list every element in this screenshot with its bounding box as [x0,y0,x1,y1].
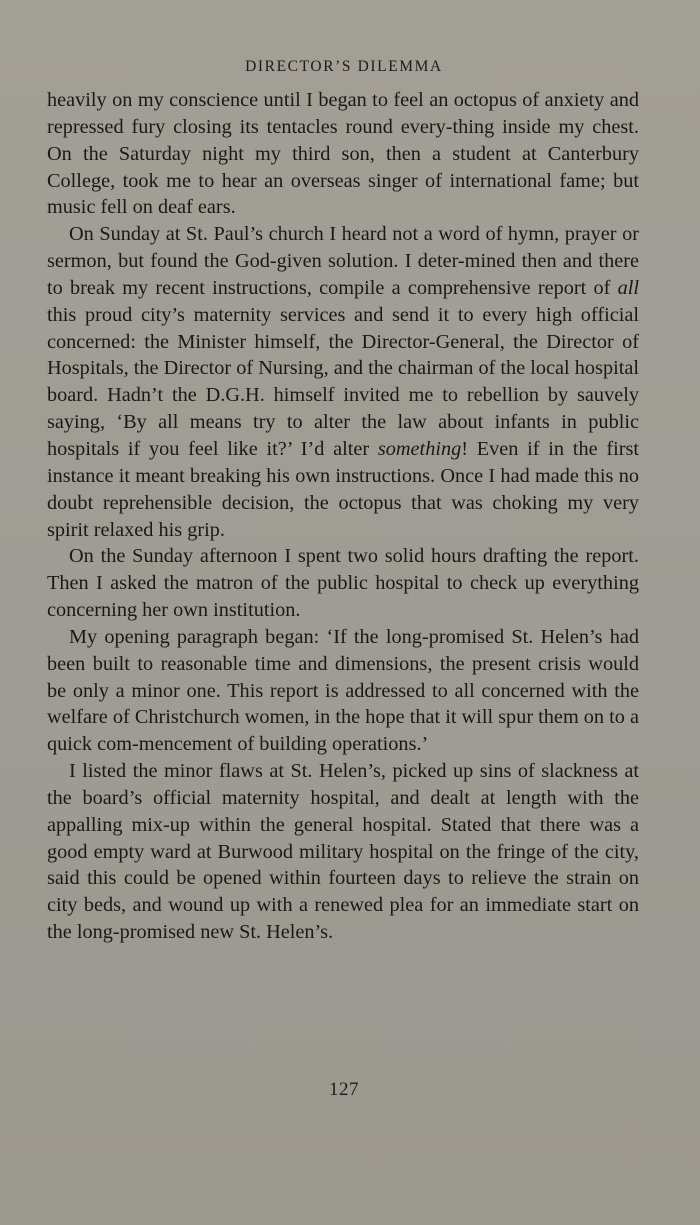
emphasis-something: something [377,437,462,460]
text-run: I listed the minor flaws at St. Helen’s, picked up sins of slackness at the board’s official maternity hospital, and dealt at length with the appalling mix-up within the general hospital. Stated that there was a good empty ward at Burwood military hospital on the fringe of the city, said this could be opened within fourteen days to relieve the strain on city beds, and wound up with a renewed plea for an immediate start on the long-promised new St. Helen’s. [47,760,639,944]
running-head: DIRECTOR’S DILEMMA [245,58,443,75]
paragraph-5 [47,758,639,946]
emphasis-all: all [617,276,639,299]
text-run: On Sunday at St. Paul’s church I heard not a word of hymn, prayer or sermon, but found the God-given solution. I deter-mined then and there to break my recent instructions, compile a comprehensive report of [47,223,639,299]
paragraph-1 [47,87,639,221]
text-run: ! Even if in the first instance it meant breaking his own instructions. Once I had made this no doubt reprehensible decision, the octopus that was choking my very spirit relaxed his grip. [47,437,639,541]
page-number: 127 [329,1079,359,1100]
text-run: this proud city’s maternity services and send it to every high official concerned: the Minister himself, the Director-General, the Director of Hospitals, the Director of Nursing, and the chairman of the local hospital board. Hadn’t the D.G.H. himself invited me to rebellion by sauvely saying, ‘By all means try to alter the law about infants in public hospitals if you feel like it?’ I’d alter [47,303,639,460]
paragraph-2 [47,221,639,543]
paragraph-3 [47,543,639,624]
text-run: heavily on my conscience until I began to feel an octopus of anxiety and repressed fury closing its tentacles round every-thing inside my chest. On the Saturday night my third son, then a student at Canterbury College, took me to hear an overseas singer of international fame; but music fell on deaf ears. [47,89,639,219]
paragraph-4 [47,624,639,758]
text-run: On the Sunday afternoon I spent two solid hours drafting the report. Then I asked the matron of the public hospital to check up everything concerning her own institution. [47,545,639,622]
text-run: My opening paragraph began: ‘If the long-promised St. Helen’s had been built to reasonable time and dimensions, the present crisis would be only a minor one. This report is addressed to all concerned with the welfare of Christchurch women, in the hope that it will spur them on to a quick com-mencement of building operations.’ [47,625,639,756]
body-text [47,87,639,946]
